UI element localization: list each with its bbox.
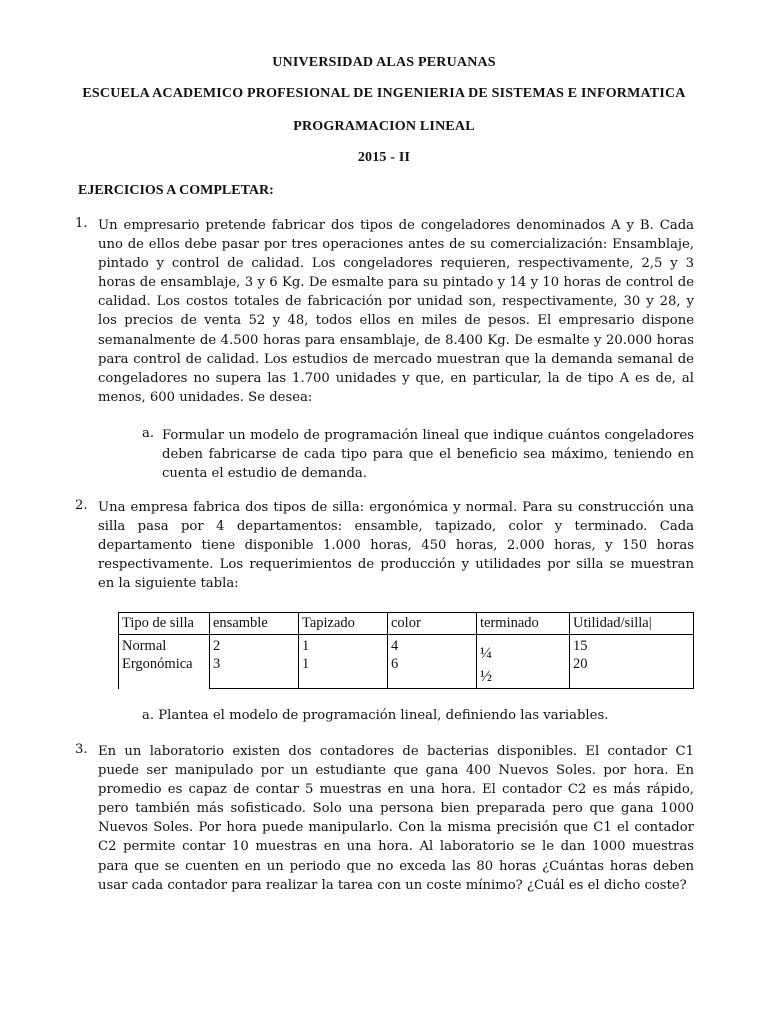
exercise-3-number: 3. — [75, 742, 88, 757]
table-cell-value: 4 — [391, 638, 399, 654]
table-header-cell: color — [388, 613, 477, 635]
table-row — [119, 635, 694, 689]
table-cell-value: ¼ — [480, 645, 492, 662]
table-cell-value: ½ — [480, 668, 492, 685]
course-title: PROGRAMACION LINEAL — [293, 119, 475, 134]
table-cell — [388, 635, 477, 689]
table-cell — [570, 635, 694, 689]
table-cell-value: 15 — [573, 638, 588, 654]
section-title: EJERCICIOS A COMPLETAR: — [78, 183, 274, 198]
table-header-cell: Tapizado — [299, 613, 388, 635]
table-cell-value: 1 — [302, 638, 310, 654]
exercise-2-number: 2. — [75, 498, 88, 513]
table-cell — [210, 635, 299, 689]
table-header-cell: ensamble — [210, 613, 299, 635]
table-header-cell: terminado — [477, 613, 570, 635]
table-cell — [299, 635, 388, 689]
table-cell-value: Normal — [122, 638, 167, 654]
exercise-1-sub-letter: a. — [142, 426, 155, 441]
table-cell-value: Ergonómica — [122, 656, 193, 672]
table-cell — [119, 635, 210, 689]
table-cell — [477, 635, 570, 689]
exercise-2-text: Una empresa fabrica dos tipos de silla: ergonómica y normal. Para su construcción una silla pasa por 4 departamentos: ensamble, tapizado, color y terminado. Cada departamento tiene disponible 1.000 horas, 450 horas, 2.000 horas, y 150 horas respectivamente. Los requerimientos de producción y utilidades por silla se muestran en la siguiente tabla: — [98, 500, 694, 592]
table-cell-value: 6 — [391, 656, 399, 672]
table-cell-value: 20 — [573, 656, 588, 672]
exercise-1-text: Un empresario pretende fabricar dos tipos de congeladores denominados A y B. Cada uno de ellos debe pasar por tres operaciones antes de su comercialización: Ensamblaje, pintado y control de calidad. Los congeladores requieren, respectivamente, 2,5 y 3 horas de ensamblaje, 3 y 6 Kg. De esmalte para su pintado y 14 y 10 horas de control de calidad. Los costos totales de fabricación por unidad son, respectivamente, 30 y 28, y los precios de venta 52 y 48, todos ellos en miles de pesos. El empresario dispone semanalmente de 4.500 horas para ensamblaje, de 8.400 Kg. De esmalte y 20.000 horas para control de calidad. Los estudios de mercado muestran que la demanda semanal de congeladores no supera las 1.700 unidades y que, en particular, la de tipo A es de, al menos, 600 unidades. Se desea: — [98, 218, 694, 405]
school-title: ESCUELA ACADEMICO PROFESIONAL DE INGENIERIA DE SISTEMAS E INFORMATICA — [82, 86, 686, 101]
table-cell-value: 3 — [213, 656, 221, 672]
exercise-1-number: 1. — [75, 216, 88, 231]
university-title: UNIVERSIDAD ALAS PERUANAS — [272, 55, 496, 70]
table-header-row — [119, 613, 694, 635]
exercise-1-sub-text: Formular un modelo de programación lineal que indique cuántos congeladores deben fabricarse de cada tipo para que el beneficio sea máximo, teniendo en cuenta el estudio de demanda. — [162, 428, 694, 482]
exercise-2-sub-item: a. Plantea el modelo de programación lineal, definiendo las variables. — [142, 708, 609, 723]
table-cell-value: 2 — [213, 638, 221, 654]
table-header-cell: Tipo de silla — [119, 613, 210, 635]
requirements-table — [118, 612, 694, 689]
term-label: 2015 - II — [357, 150, 411, 165]
exercise-3-text: En un laboratorio existen dos contadores de bacterias disponibles. El contador C1 puede ser manipulado por un estudiante que gana 400 Nuevos Soles. por hora. En promedio es capaz de contar 5 muestras en una hora. El contador C2 es más rápido, pero también más sofisticado. Solo una persona bien preparada pero que gana 1000 Nuevos Soles. Por hora puede manipularlo. Con la misma precisión que C1 el contador C2 permite contar 10 muestras en una hora. Al laboratorio se le dan 1000 muestras para que se cuenten en un periodo que no exceda las 80 horas ¿Cuántas horas deben usar cada contador para realizar la tarea con un coste mínimo? ¿Cuál es el dicho coste? — [98, 744, 694, 893]
table-header-cell: Utilidad/silla| — [570, 613, 694, 635]
table-cell-value: 1 — [302, 656, 310, 672]
